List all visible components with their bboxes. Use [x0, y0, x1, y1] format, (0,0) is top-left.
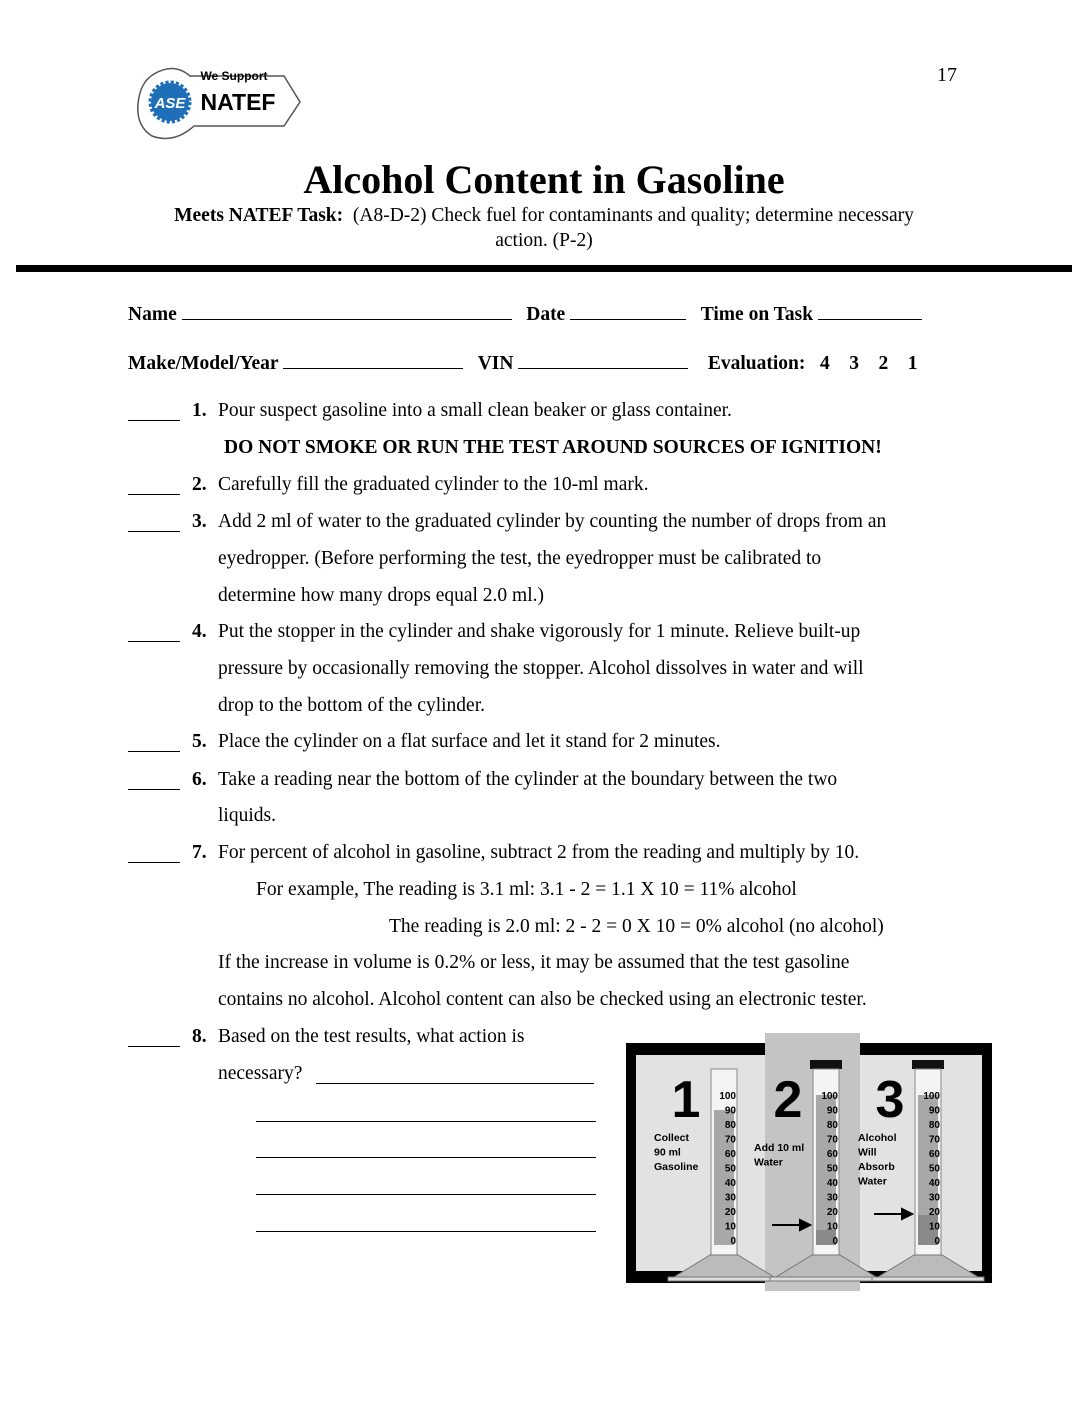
make-label: Make/Model/Year: [128, 353, 279, 374]
step-text: If the increase in volume is 0.2% or less, it may be assumed that the test gasoline: [218, 952, 850, 973]
warning-text: DO NOT SMOKE OR RUN THE TEST AROUND SOURCES OF IGNITION!: [224, 437, 882, 458]
scale-label: 50: [928, 1163, 940, 1175]
answer-line[interactable]: [256, 1121, 596, 1122]
step-text: liquids.: [218, 805, 276, 826]
task-line1: [0, 204, 1088, 228]
scale-label: 70: [928, 1134, 940, 1146]
step-number: 7.: [192, 842, 207, 863]
scale-label: 0: [832, 1236, 838, 1247]
task-line2: action. (P-2): [495, 230, 593, 251]
scale-label: 90: [928, 1105, 940, 1117]
scale-label: 100: [719, 1091, 736, 1102]
step-text: Add 2 ml of water to the graduated cylinder by counting the number of drops from an: [218, 511, 887, 532]
panel-caption: Alcohol: [858, 1132, 897, 1144]
divider: [16, 265, 1072, 272]
step-text: Put the stopper in the cylinder and shake vigorously for 1 minute. Relieve built-up: [218, 621, 861, 642]
scale-label: 0: [934, 1236, 940, 1247]
answer-line[interactable]: [316, 1083, 594, 1084]
task-label: Meets NATEF Task:: [174, 205, 344, 226]
step-check-blank[interactable]: [128, 1027, 180, 1047]
scale-label: 30: [826, 1192, 838, 1204]
score-3[interactable]: 3: [849, 353, 859, 374]
panel-caption: Will: [858, 1146, 877, 1159]
step-check-blank[interactable]: [128, 770, 180, 790]
answer-line[interactable]: [256, 1231, 596, 1232]
step-check-blank[interactable]: [128, 732, 180, 752]
step-text: Take a reading near the bottom of the cylinder at the boundary between the two: [218, 769, 838, 790]
scale-label: 80: [826, 1120, 838, 1131]
task-text: (A8-D-2) Check fuel for contaminants and quality; determine necessary: [352, 205, 914, 226]
page-number: 17: [937, 64, 957, 86]
scale-label: 40: [928, 1178, 940, 1189]
answer-line[interactable]: [256, 1194, 596, 1195]
step-number: 4.: [192, 621, 207, 642]
scale-label: 20: [928, 1207, 940, 1218]
page-title: Alcohol Content in Gasoline: [303, 157, 785, 202]
step-text: Based on the test results, what action is: [218, 1026, 525, 1047]
scale-label: 100: [923, 1091, 940, 1102]
cylinder-figure: [626, 1033, 994, 1291]
step-check-blank[interactable]: [128, 475, 180, 495]
scale-label: 20: [724, 1207, 736, 1218]
scale-label: 90: [826, 1105, 838, 1117]
scale-label: 80: [724, 1120, 736, 1131]
scale-label: 30: [928, 1192, 940, 1204]
step-number: 2.: [192, 474, 207, 495]
name-row: [128, 301, 922, 327]
step-text: necessary?: [218, 1063, 303, 1084]
panel-caption: Collect: [654, 1132, 690, 1144]
step-text: contains no alcohol. Alcohol content can also be checked using an electronic tester.: [218, 989, 867, 1010]
natef-logo: [134, 64, 304, 144]
panel-number: 3: [875, 1071, 905, 1129]
scale-label: 70: [826, 1134, 838, 1146]
scale-label: 60: [928, 1149, 940, 1160]
name-field[interactable]: [182, 301, 512, 320]
cylinder-foot: [872, 1277, 984, 1281]
scale-label: 60: [826, 1149, 838, 1160]
time-field[interactable]: [818, 301, 922, 320]
answer-line[interactable]: [256, 1157, 596, 1158]
scale-label: 10: [928, 1221, 940, 1233]
panel-caption: 90 ml: [654, 1146, 681, 1159]
panel-caption: Water: [754, 1156, 783, 1169]
panel-number: 1: [671, 1071, 701, 1129]
scale-label: 40: [724, 1178, 736, 1189]
time-label: Time on Task: [700, 304, 814, 325]
step-number: 6.: [192, 769, 207, 790]
scale-label: 10: [724, 1221, 736, 1233]
score-1[interactable]: 1: [907, 353, 918, 374]
step-text: Pour suspect gasoline into a small clean beaker or glass container.: [218, 400, 732, 421]
panel-caption: Water: [858, 1175, 887, 1188]
step-text: determine how many drops equal 2.0 ml.): [218, 585, 545, 606]
step-text: For percent of alcohol in gasoline, subtract 2 from the reading and multiply by 10.: [218, 842, 860, 863]
svg-text:NATEF: NATEF: [200, 89, 276, 115]
scale-label: 40: [826, 1178, 838, 1189]
scale-label: 90: [724, 1105, 736, 1117]
scale-label: 20: [826, 1207, 838, 1218]
example-line: For example, The reading is 3.1 ml: 3.1 - 2 = 1.1 X 10 = 11% alcohol: [256, 879, 797, 900]
stopper: [810, 1060, 842, 1069]
step-check-blank[interactable]: [128, 512, 180, 532]
evaluation-label: Evaluation:: [707, 353, 806, 374]
name-label: Name: [128, 304, 177, 325]
scale-label: 50: [826, 1163, 838, 1175]
example-line: The reading is 2.0 ml: 2 - 2 = 0 X 10 = 0% alcohol (no alcohol): [389, 916, 884, 937]
vin-field[interactable]: [518, 350, 688, 369]
step-number: 3.: [192, 511, 207, 532]
scale-label: 60: [724, 1149, 736, 1160]
make-row: [128, 350, 918, 376]
date-label: Date: [526, 304, 566, 325]
step-number: 8.: [192, 1026, 207, 1047]
scale-label: 70: [724, 1134, 736, 1146]
step-check-blank[interactable]: [128, 622, 180, 642]
svg-text:We Support: We Support: [200, 69, 268, 83]
step-number: 5.: [192, 731, 207, 752]
step-text: pressure by occasionally removing the stopper. Alcohol dissolves in water and will: [218, 658, 864, 679]
scale-label: 0: [730, 1236, 736, 1247]
cylinder-foot: [770, 1277, 882, 1281]
step-text: Carefully fill the graduated cylinder to the 10-ml mark.: [218, 474, 649, 495]
scale-label: 30: [724, 1192, 736, 1204]
scale-label: 50: [724, 1163, 736, 1175]
svg-text:ASE: ASE: [154, 95, 186, 112]
panel-caption: Gasoline: [654, 1161, 699, 1173]
scale-label: 80: [928, 1120, 940, 1131]
score-4[interactable]: 4: [820, 353, 830, 374]
vin-label: VIN: [477, 353, 514, 374]
score-2[interactable]: 2: [878, 353, 889, 374]
scale-label: 100: [821, 1091, 838, 1102]
panel-caption: Add 10 ml: [754, 1142, 805, 1154]
make-field[interactable]: [283, 350, 463, 369]
panel-number: 2: [773, 1071, 803, 1129]
panel-caption: Absorb: [858, 1161, 895, 1173]
step-text: eyedropper. (Before performing the test, the eyedropper must be calibrated to: [218, 548, 822, 569]
date-field[interactable]: [570, 301, 686, 320]
step-number: 1.: [192, 400, 207, 421]
scale-label: 10: [826, 1221, 838, 1233]
stopper: [912, 1060, 944, 1069]
step-check-blank[interactable]: [128, 401, 180, 421]
step-check-blank[interactable]: [128, 843, 180, 863]
cylinder-foot: [668, 1277, 780, 1281]
step-text: drop to the bottom of the cylinder.: [218, 695, 485, 716]
step-text: Place the cylinder on a flat surface and let it stand for 2 minutes.: [218, 731, 721, 752]
